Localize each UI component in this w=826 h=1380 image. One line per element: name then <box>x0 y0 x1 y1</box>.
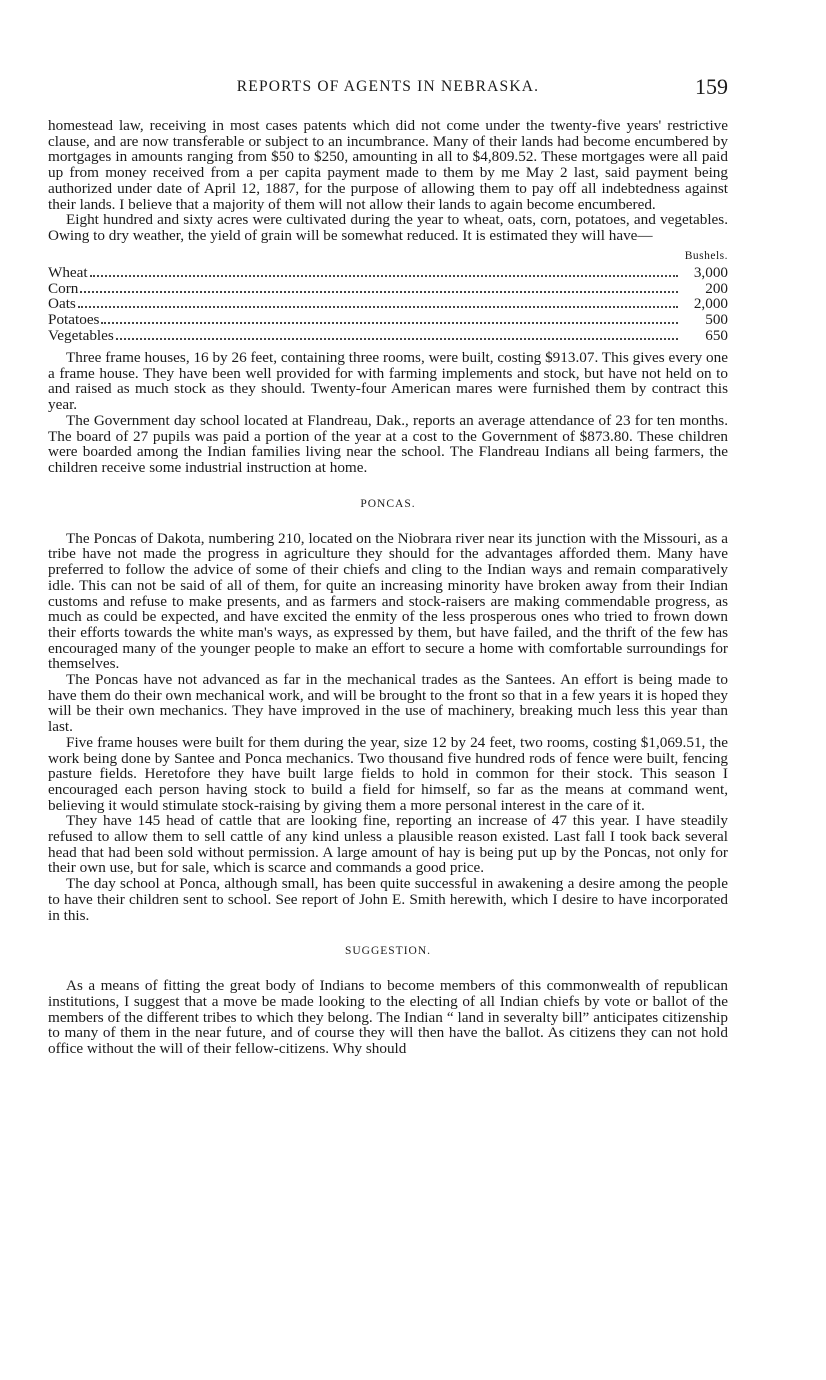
leader-dots <box>101 321 678 324</box>
crop-value: 3,000 <box>693 263 728 281</box>
paragraph-ponca-school: The day school at Ponca, although small, has been quite successful in awakening a desire among the people to have their children sent to school. See report of John E. Smith herewith, which I desire to have incorporated in this. <box>48 875 728 924</box>
paragraph-day-school-flandreau: The Government day school located at Flandreau, Dak., reports an average attendance of 23 for ten months. The board of 27 pupils was paid a portion of the year at a cost to the Government of $873.80. These children were boarded among the Indian families living near the school. The Flandreau Indians all being farmers, the children receive some industrial instruction at home. <box>48 411 728 476</box>
leader-dots <box>78 305 678 308</box>
crop-value: 500 <box>705 311 728 329</box>
crop-row <box>48 328 728 344</box>
crop-name: Vegetables <box>48 327 114 345</box>
crop-row <box>48 312 728 328</box>
crop-name: Corn <box>48 279 79 297</box>
crop-row <box>48 265 728 281</box>
paragraph-ponca-houses: Five frame houses were built for them during the year, size 12 by 24 feet, two rooms, costing $1,069.51, the work being done by Santee and Ponca mechanics. Two thousand five hundred rods of fence were built, fencing pasture fields. Heretofore they have built large fields to hold in common for their stock. This season I encouraged each person having stock to build a field for himself, so far as the means at command went, believing it would stimulate stock-raising by giving them a more personal interest in the care of it. <box>48 733 728 814</box>
section-heading-suggestion: SUGGESTION. <box>344 945 432 958</box>
crop-name: Potatoes <box>48 311 100 329</box>
paragraph-cattle: They have 145 head of cattle that are looking fine, reporting an increase of 47 this year. I have steadily refused to allow them to sell cattle of any kind unless a plausible reason existed. Last fall I took back several head that had been sold without permission. A large amount of hay is being put up by the Poncas, not only for their own use, but for sale, which is scarce and commands a good price. <box>48 812 728 877</box>
crop-value: 2,000 <box>693 295 728 313</box>
page-number: 159 <box>695 74 728 99</box>
crop-value: 650 <box>705 327 728 345</box>
leader-dots <box>80 290 678 293</box>
crop-row <box>48 281 728 297</box>
paragraph-frame-houses: Three frame houses, 16 by 26 feet, containing three rooms, were built, costing $913.07. This gives every one a frame house. They have been well provided for with farming implements and stock, but have not held on to and raised as much stock as they should. Twenty-four American mares were furnished them by contract this year. <box>48 349 728 414</box>
paragraph-mechanical-trades: The Poncas have not advanced as far in the mechanical trades as the Santees. An effort is being made to have them do their own mechanical work, and will be brought to the front so that in a few years it is hoped they will be their own mechanics. They have improved in the use of machinery, breaking much less this year than last. <box>48 671 728 736</box>
crop-unit-header: Bushels. <box>684 249 728 262</box>
paragraph-cultivation: Eight hundred and sixty acres were cultivated during the year to wheat, oats, corn, potatoes, and vegetables. Owing to dry weather, the yield of grain will be somewhat reduced. It is estimated they will have— <box>48 211 728 244</box>
section-heading-poncas: PONCAS. <box>360 497 416 510</box>
page-body <box>48 118 728 1057</box>
paragraph-homestead: homestead law, receiving in most cases patents which did not come under the twenty-five years' restrictive clause, and are now transferable or subject to an incumbrance. Many of their lands had become encumbered by mortgages in amounts ranging from $50 to $250, amounting in all to $4,809.52. These mortgages were all paid up from money received from a per capita payment made to them by me May 2 last, said payment being authorized under date of April 12, 1887, for the purpose of allowing them to pay off all indebtedness against their lands. I believe that a majority of them will not allow their lands to again become encumbered. <box>48 117 728 213</box>
crop-row <box>48 296 728 312</box>
leader-dots <box>116 337 678 340</box>
crop-name: Oats <box>48 295 76 313</box>
crop-name: Wheat <box>48 263 88 281</box>
page-header <box>48 74 728 102</box>
paragraph-poncas-intro: The Poncas of Dakota, numbering 210, located on the Niobrara river near its junction with the Missouri, as a tribe have not made the progress in agriculture they should for the advantages afforded them. Many have preferred to follow the advice of some of their chiefs and cling to the Indian ways and remain comparatively idle. This can not be said of all of them, for quite an increasing minority have broken away from their Indian customs and refuse to make presents, and as farmers and stock-raisers are making commendable progress, as much as could be expected, and have excited the enmity of the less prosperous ones who tried to frown down their efforts towards the white man's ways, as expressed by them, but have failed, and the thrift of the few has encouraged many of the younger people to make an effort to secure a home with comfortable surroundings for themselves. <box>48 529 728 673</box>
running-head: REPORTS OF AGENTS IN NEBRASKA. <box>236 78 540 95</box>
leader-dots <box>90 274 678 277</box>
crop-yield-table <box>48 250 728 344</box>
crop-value: 200 <box>705 279 728 297</box>
paragraph-suggestion: As a means of fitting the great body of Indians to become members of this commonwealth of republican institutions, I suggest that a move be made looking to the electing of all Indian chiefs by vote or ballot of the members of the different tribes to which they belong. The Indian “ land in severalty bill” anticipates citizenship to many of them in the near future, and of course they will then have the ballot. As citizens they can not hold office without the will of their fellow-citizens. Why should <box>48 977 728 1058</box>
